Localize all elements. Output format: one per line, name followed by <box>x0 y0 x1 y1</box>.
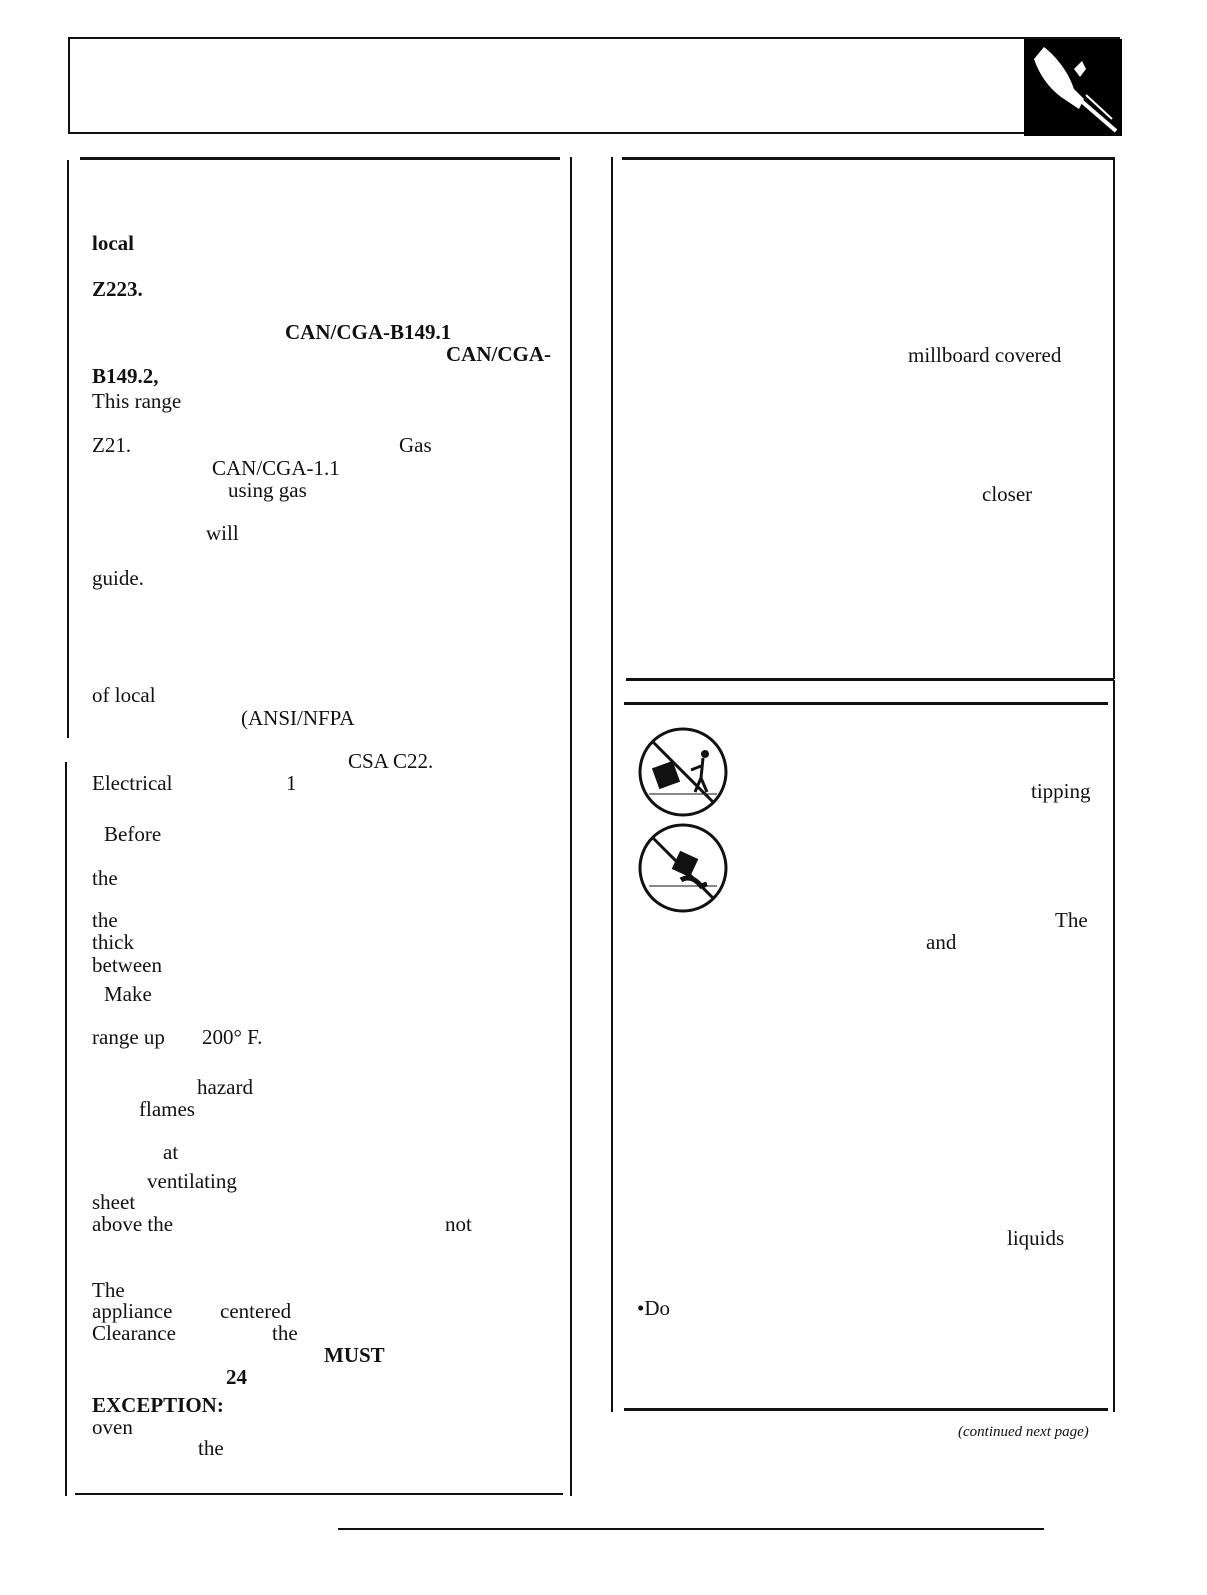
text-fragment: oven <box>92 1415 133 1439</box>
left-right-border <box>570 157 572 1496</box>
text-fragment: millboard covered <box>908 343 1062 367</box>
left-bottom-rule <box>75 1493 563 1495</box>
text-fragment: closer <box>982 482 1033 506</box>
text-fragment: will <box>206 521 239 545</box>
right-left-border <box>611 157 613 1412</box>
text-fragment: centered <box>220 1299 292 1323</box>
right-mid-rule <box>626 678 1114 681</box>
hand-screwdriver-icon <box>1024 39 1122 136</box>
text-fragment: the <box>272 1321 298 1345</box>
right-top-rule <box>622 157 1114 160</box>
text-fragment: Z223. <box>92 277 143 301</box>
left-border-lower <box>65 762 67 1496</box>
text-fragment: the <box>198 1436 224 1460</box>
text-fragment: Clearance <box>92 1321 176 1345</box>
text-fragment: flames <box>139 1097 195 1121</box>
text-fragment: The <box>1055 908 1088 932</box>
text-fragment: the <box>92 866 118 890</box>
text-fragment: local <box>92 231 134 255</box>
text-fragment: the <box>92 908 118 932</box>
left-border-upper <box>67 160 69 738</box>
text-fragment: CAN/CGA- <box>446 342 551 366</box>
text-fragment: •Do <box>637 1296 671 1320</box>
text-fragment: at <box>163 1140 179 1164</box>
warning-tip-over-icon-1 <box>637 726 729 818</box>
text-fragment: (ANSI/NFPA <box>241 706 355 730</box>
page-footer-rule <box>338 1528 1044 1530</box>
text-fragment: appliance <box>92 1299 173 1323</box>
text-fragment: 200° F. <box>202 1025 263 1049</box>
right-right-border-upper <box>1113 157 1115 679</box>
text-fragment: B149.2, <box>92 364 159 388</box>
text-fragment: tipping <box>1031 779 1091 803</box>
text-fragment: range up <box>92 1025 165 1049</box>
text-fragment: between <box>92 953 162 977</box>
text-fragment: 1 <box>286 771 297 795</box>
continued-note: (continued next page) <box>958 1424 1089 1440</box>
text-fragment: not <box>445 1212 472 1236</box>
text-fragment: Z21. <box>92 433 132 457</box>
text-fragment: above the <box>92 1212 174 1236</box>
text-fragment: The <box>92 1278 125 1302</box>
text-fragment: Make <box>104 982 152 1006</box>
text-fragment: using gas <box>228 478 307 502</box>
text-fragment: of local <box>92 683 156 707</box>
text-fragment: CAN/CGA-1.1 <box>212 456 340 480</box>
header-box <box>68 37 1120 134</box>
text-fragment: Electrical <box>92 771 173 795</box>
text-fragment: EXCEPTION: <box>92 1393 224 1417</box>
text-fragment: hazard <box>197 1075 253 1099</box>
text-fragment: This range <box>92 389 182 413</box>
text-fragment: and <box>926 930 957 954</box>
text-fragment: MUST <box>324 1343 385 1367</box>
text-fragment: thick <box>92 930 134 954</box>
text-fragment: CAN/CGA-B149.1 <box>285 320 452 344</box>
right-section-rule <box>624 702 1108 705</box>
left-top-rule <box>80 157 560 160</box>
right-right-border-lower <box>1113 680 1115 1412</box>
text-fragment: liquids <box>1007 1226 1065 1250</box>
text-fragment: 24 <box>226 1365 247 1389</box>
text-fragment: sheet <box>92 1190 136 1214</box>
warning-tip-over-icon-2 <box>637 822 729 914</box>
text-fragment: guide. <box>92 566 144 590</box>
text-fragment: Before <box>104 822 162 846</box>
text-fragment: ventilating <box>147 1169 237 1193</box>
text-fragment: Gas <box>399 433 432 457</box>
text-fragment: CSA C22. <box>348 749 434 773</box>
right-bottom-rule <box>624 1408 1108 1411</box>
